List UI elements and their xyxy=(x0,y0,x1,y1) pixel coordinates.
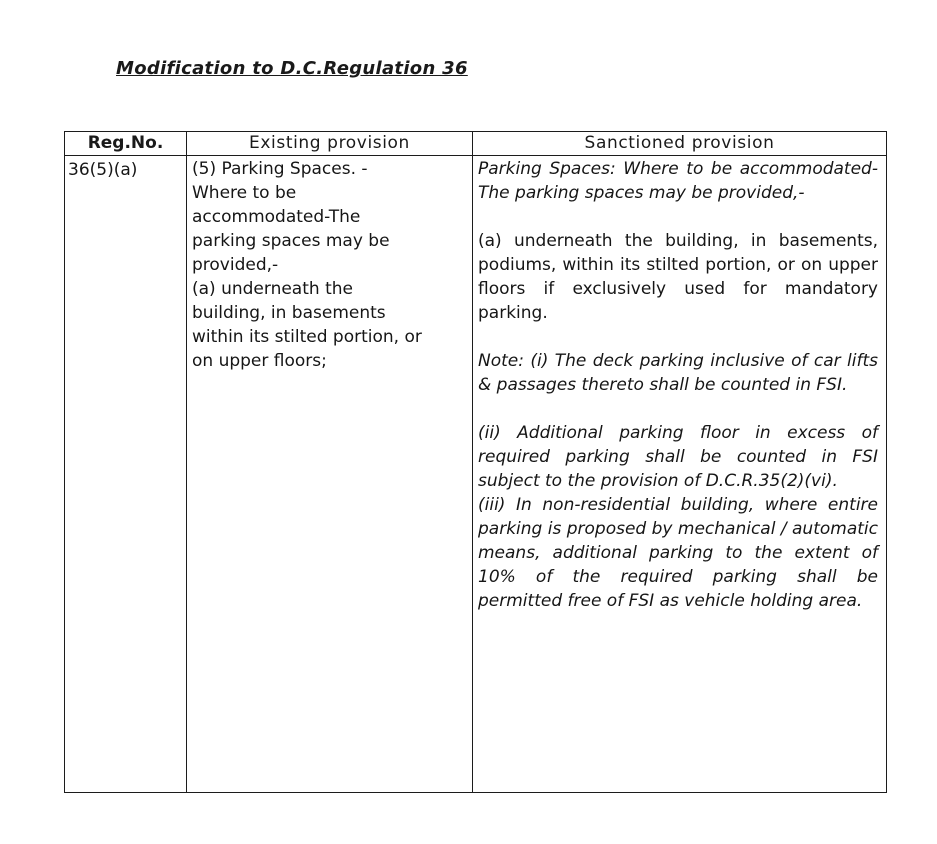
regulation-table xyxy=(64,131,887,793)
sanctioned-intro: Parking Spaces: Where to be accommodated-The parking spaces may be provided,- xyxy=(478,159,878,203)
existing-line: building, in basements xyxy=(192,303,386,323)
existing-line: (5) Parking Spaces. - xyxy=(192,159,368,179)
existing-line: provided,- xyxy=(192,255,279,275)
paragraph-gap xyxy=(478,205,878,229)
existing-line: accommodated-The xyxy=(192,207,361,227)
header-existing-provision: Existing provision xyxy=(187,132,473,156)
sanctioned-item-a: (a) underneath the building, in basements, podiums, within its stilted portion, or on upper floors if exclusively used for mandatory parking. xyxy=(478,231,878,323)
cell-reg-no: 36(5)(a) xyxy=(65,156,187,793)
existing-line: (a) underneath the xyxy=(192,279,353,299)
document-title: Modification to D.C.Regulation 36 xyxy=(116,58,468,79)
sanctioned-note-ii: (ii) Additional parking floor in excess of required parking shall be counted in FSI subject to the provision of D.C.R.35(2)(vi). xyxy=(478,423,878,491)
header-reg-no: Reg.No. xyxy=(65,132,187,156)
cell-sanctioned-provision xyxy=(473,156,887,793)
existing-line: Where to be xyxy=(192,183,297,203)
existing-line: on upper floors; xyxy=(192,351,327,371)
existing-line: within its stilted portion, or xyxy=(192,327,422,347)
header-sanctioned-provision: Sanctioned provision xyxy=(473,132,887,156)
existing-line: parking spaces may be xyxy=(192,231,390,251)
sanctioned-note-iii: (iii) In non-residential building, where entire parking is proposed by mechanical / automatic means, additional parking to the extent of 10% of the required parking shall be permitted free of FSI as vehicle holding area. xyxy=(478,495,878,611)
table-row xyxy=(65,156,887,793)
paragraph-gap xyxy=(478,325,878,349)
table-header-row xyxy=(65,132,887,156)
sanctioned-note-i: Note: (i) The deck parking inclusive of car lifts & passages thereto shall be counted in FSI. xyxy=(478,351,878,395)
paragraph-gap xyxy=(478,397,878,421)
cell-existing-provision xyxy=(187,156,473,793)
